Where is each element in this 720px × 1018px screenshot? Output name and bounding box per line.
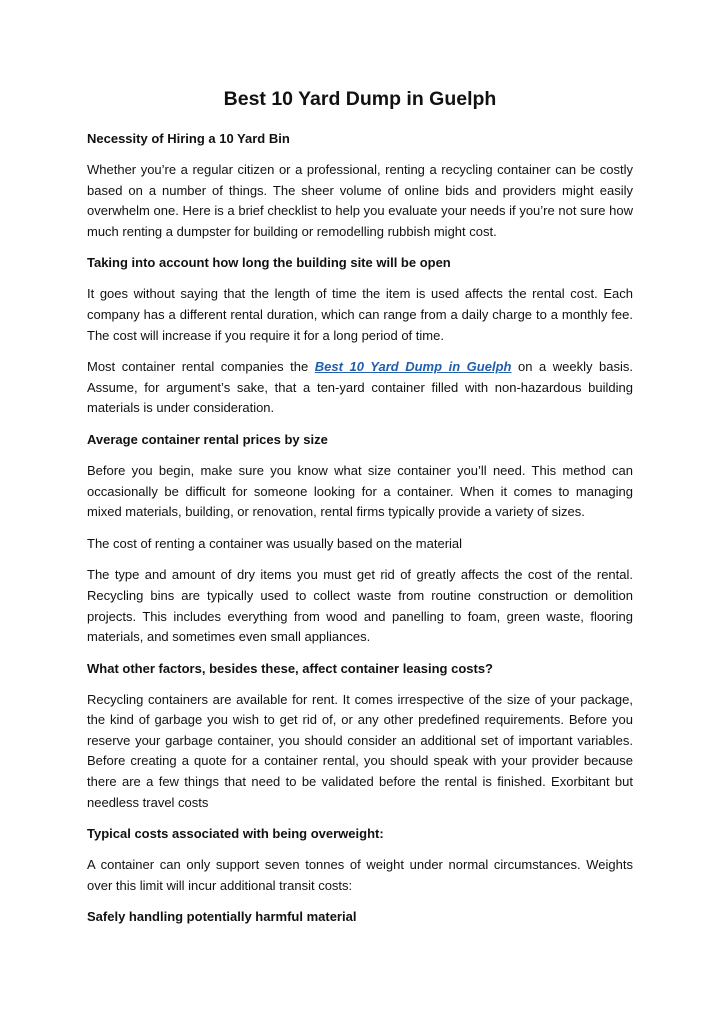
paragraph-size: Before you begin, make sure you know what size container you’ll need. This method can occasionally be difficult for someone looking for a container. When it comes to managing mixed materials, building, or renovation, rental firms typically provide a variety of sizes. xyxy=(87,462,633,520)
paragraph-weekly-text-before: Most container rental companies the xyxy=(87,359,315,375)
section-heading-hiring: Necessity of Hiring a 10 Yard Bin xyxy=(87,131,290,146)
paragraph-weekly-text-after: on a weekly basis. Assume, for argument’s sake, that a ten-yard container filled with non-hazardous building materials is under consideration. xyxy=(87,359,633,416)
paragraph-material-cost: The cost of renting a container was usually based on the material xyxy=(87,535,463,551)
document-title: Best 10 Yard Dump in Guelph xyxy=(223,88,497,110)
paragraph-hiring: Whether you’re a regular citizen or a professional, renting a recycling container can be costly based on a number of things. The sheer volume of online bids and providers might easily overwhelm one. Here is a brief checklist to help you evaluate your needs if you’re not sure how much renting a dumpster for building or remodelling rubbish might cost. xyxy=(87,162,633,239)
paragraph-other-factors: Recycling containers are available for rent. It comes irrespective of the size of your package, the kind of garbage you wish to get rid of, or any other predefined requirements. Before you reserve your garbage container, you should consider an additional set of important variables. Before creating a quote for a container rental, you should speak with your provider because there are a few things that need to be validated before the rental is finished. Exorbitant but needless travel costs xyxy=(87,691,633,810)
paragraph-weekly-basis xyxy=(87,357,633,419)
section-heading-duration: Taking into account how long the building site will be open xyxy=(87,255,451,271)
section-heading-prices-by-size: Average container rental prices by size xyxy=(87,431,328,447)
best-10-yard-dump-link[interactable]: Best 10 Yard Dump in Guelph xyxy=(314,359,512,375)
section-heading-harmful-material: Safely handling potentially harmful material xyxy=(87,909,357,925)
section-heading-overweight: Typical costs associated with being overweight: xyxy=(87,826,384,842)
section-heading-other-factors: What other factors, besides these, affect container leasing costs? xyxy=(87,660,493,676)
paragraph-duration: It goes without saying that the length of time the item is used affects the rental cost. Each company has a different rental duration, which can range from a daily charge to a monthly fee. The cost will increase if you require it for a long period of time. xyxy=(87,286,633,343)
paragraph-dry-items: The type and amount of dry items you must get rid of greatly affects the cost of the rental. Recycling bins are typically used to collect waste from routine construction or demolition projects. This includes everything from wood and panelling to foam, green waste, flooring materials, and sometimes even small appliances. xyxy=(87,567,633,645)
document-page xyxy=(87,86,633,938)
paragraph-overweight: A container can only support seven tonnes of weight under normal circumstances. Weights over this limit will incur additional transit costs: xyxy=(87,857,633,893)
